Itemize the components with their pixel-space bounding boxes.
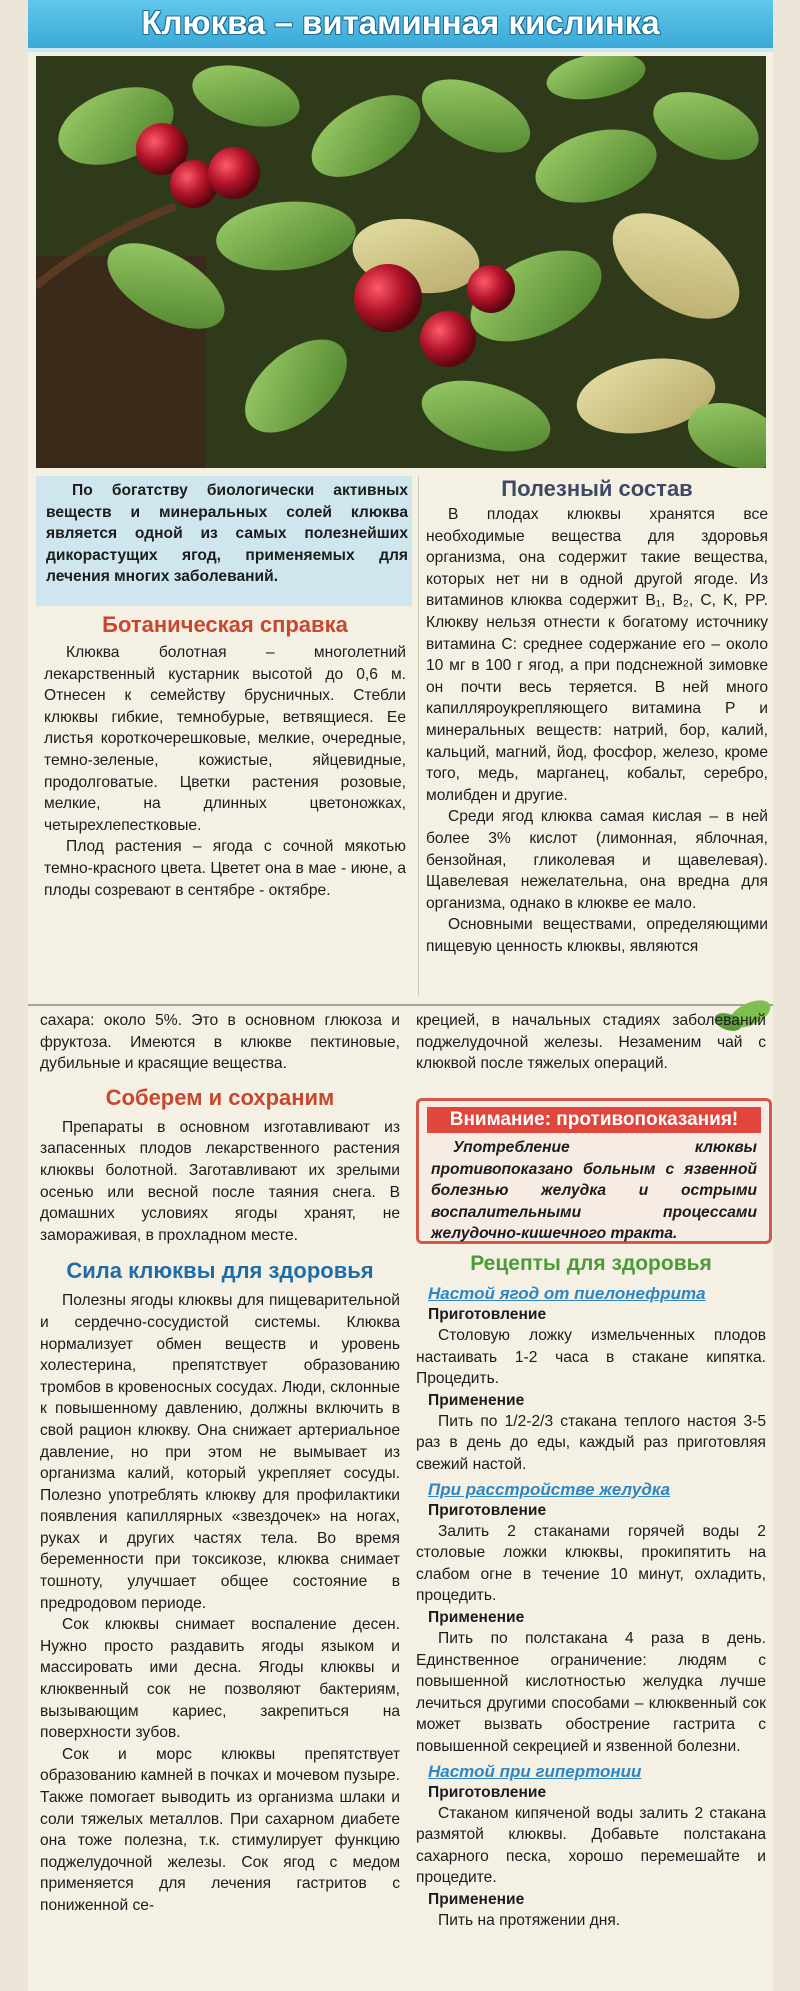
- warning-title: Внимание: противопоказания!: [427, 1107, 761, 1133]
- lower-left-column: [40, 1010, 400, 1917]
- botany-paragraph: Клюква болотная – многолетний лекарственный кустарник высотой до 0,6 м. Отнесен к семейству брусничных. Стебли клюквы гибкие, темнобурые, ветвящиеся. Ее листья короткочерешковые, мелкие, очередные, темно-зеленые, кожистые, яйцевидные, продолговатые. Цветки растения розовые, мелкие, на длинных цветоножках, четырехлепестковые.: [44, 644, 406, 834]
- composition-paragraph: Среди ягод клюква самая кислая – в ней более 3% кислот (лимонная, яблочная, бензойная, гликолевая и щавелевая). Щавелевая нежелательна, она вредна для организма, однако в клюкве ее мало.: [426, 808, 768, 912]
- recipe-title: Настой ягод от пиелонефрита: [428, 1284, 706, 1303]
- recipe-prep: Стаканом кипяченой воды залить 2 стакана размятой клюквы. Добавьте полстакана сахарного песка, хорошо перемешайте и процедите.: [416, 1804, 766, 1887]
- intro-text: По богатству биологически активных веществ и минеральных солей клюква является одной из самых полезнейших дикорастущих ягод, применяемых для лечения многих заболеваний.: [46, 482, 408, 586]
- composition-paragraph: В плодах клюквы хранятся все необходимые вещества для здоровья организма, она содержит такие вещества, которых нет ни в одной другой ягоде. Из витаминов клюква содержит B₁, B₂, C, K, PP. Клюкву нельзя отнести к богатому источнику витамина С: среднее содержание его – около 10 мг в 100 г ягод, а при подснежной зимовке он почти весь теряется. В ней много капилляроукрепляющего витамина Р и минеральных веществ: натрий, бор, калий, кальций, магний, йод, фосфор, железо, кроме того, медь, марганец, кобальт, серебро, молибден и другие.: [426, 506, 768, 804]
- power-paragraph: Сок клюквы снимает воспаление десен. Нужно просто раздавить ягоды языком и массировать ими десна. Ягоды клюквы и клюквенный сок не позволяют бактериям, вызывающим кариес, закрепиться на поверхности зубов.: [40, 1616, 400, 1742]
- recipe-use-label: Применение: [428, 1391, 525, 1409]
- recipe-title: Настой при гипертонии: [428, 1761, 642, 1781]
- recipe-use-label: Применение: [428, 1608, 525, 1626]
- continuation-text: крецией, в начальных стадиях заболеваний поджелудочной железы. Незаменим чай с клюквой после тяжелых операций.: [416, 1012, 766, 1073]
- recipe-prep: Столовую ложку измельченных плодов настаивать 1-2 часа в стакане кипятка. Процедить.: [416, 1327, 766, 1388]
- recipe-use-label: Применение: [428, 1890, 525, 1908]
- cranberry-photo: [36, 56, 766, 468]
- title-bar: [28, 0, 773, 52]
- warning-box: [416, 1098, 772, 1244]
- power-paragraph: Полезны ягоды клюквы для пищеварительной и сердечно-сосудистой системы. Клюква нормализует обмен веществ и уровень холестерина, препятствует образованию тромбов в кровеносных сосудах. Люди, склонные к повышенному давлению, должны включить в свой рацион клюкву. Она снижает артериальное давление, но при этом не вымывает из организма калий, который укрепляет сосуды. Полезно употреблять клюкву для профилактики появления капиллярных «звездочек» на ногах, руках и других частях тела. Во время беременности при токсикозе, клюква снимает тошноту, улучшает общее состояние в предродовом периоде.: [40, 1292, 400, 1612]
- intro-box: [36, 476, 412, 606]
- article-title: Клюква – витаминная кислинка: [141, 4, 660, 41]
- botany-heading: Ботаническая справка: [102, 612, 348, 637]
- cranberry-illustration: [36, 56, 766, 468]
- botany-paragraph: Плод растения – ягода с сочной мякотью темно-красного цвета. Цветет она в мае - июне, а плоды созревают в сентябре - октябре.: [44, 838, 406, 899]
- recipe-use: Пить на протяжении дня.: [438, 1911, 621, 1929]
- collect-heading: Соберем и сохраним: [105, 1084, 335, 1110]
- continuation-text: сахара: около 5%. Это в основном глюкоза и фруктоза. Имеются в клюкве пектиновые, дубильные и красящие вещества.: [40, 1012, 400, 1073]
- lower-right-column: [416, 1010, 766, 1075]
- power-heading: Сила клюквы для здоровья: [66, 1258, 374, 1284]
- recipe-prep-label: Приготовление: [428, 1783, 547, 1801]
- recipe-prep: Залить 2 стаканами горячей воды 2 столовые ложки клюквы, прокипятить на слабом огне в течение 10 минут, охладить, процедить.: [416, 1522, 766, 1605]
- recipe-prep-label: Приготовление: [428, 1306, 547, 1323]
- recipes-heading: Рецепты для здоровья: [470, 1252, 712, 1275]
- recipe-title: При расстройстве желудка: [428, 1479, 671, 1499]
- power-paragraph: Сок и морс клюквы препятствует образованию камней в почках и мочевом пузыре. Также помогает выводить из организма шлаки и соли тяжелых металлов. При сахарном диабете она тоже полезна, т.к. стимулирует функцию поджелудочной железы. Сок ягод с медом применяется для лечения гастритов с пониженной се-: [40, 1745, 400, 1914]
- composition-section: [426, 476, 768, 957]
- collect-text: Препараты в основном изготавливают из запасенных плодов лекарственного растения клюквы болотной. Заготавливают их зрелыми осенью или весной после таяния снега. В домашних условиях ягоды хранят, не замораживая, в прохладном месте.: [40, 1118, 400, 1244]
- recipes-section: [416, 1252, 766, 1931]
- recipe-prep-label: Приготовление: [428, 1501, 547, 1519]
- botany-section: [44, 612, 406, 901]
- composition-paragraph: Основными веществами, определяющими пищевую ценность клюквы, являются: [426, 916, 768, 955]
- composition-heading: Полезный состав: [501, 476, 693, 501]
- warning-text: Употребление клюквы противопоказано больным с язвенной болезнью желудка и острыми воспалительными процессами желудочно-кишечного тракта.: [431, 1139, 757, 1243]
- recipe-use: Пить по полстакана 4 раза в день. Единственное ограничение: людям с повышенной кислотностью желудка лучше лечиться другими способами – клюквенный сок может вызвать обострение гастрита с повышенной секрецией и язвенной болезни.: [416, 1629, 766, 1755]
- column-divider: [418, 476, 419, 996]
- recipe-use: Пить по 1/2-2/3 стакана теплого настоя 3-5 раз в день до еды, каждый раз приготовляя свежий настой.: [416, 1412, 766, 1473]
- section-divider: [28, 1004, 773, 1006]
